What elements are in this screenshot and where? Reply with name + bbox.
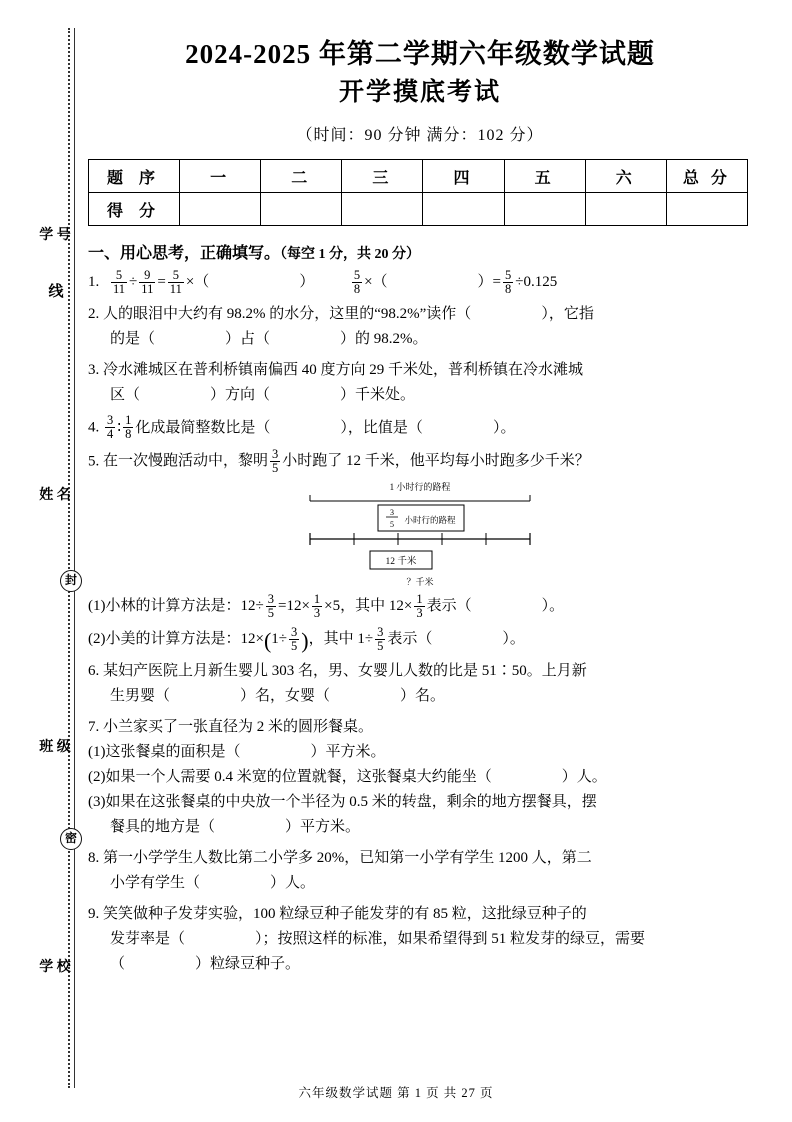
question-3 (88, 358, 752, 408)
question-5-line-1: 在一次慢跑活动中，黎明 $\frac{3}{5}$ 小时跑了 12 千米，他平均每小时跑多少千米？ (103, 446, 590, 475)
question-5-sub-1 (88, 593, 752, 620)
question-3-line-1: 冷水滩城区在普利桥镇南偏西 40 度方向 29 千米处，普利桥镇在冷水滩城 (103, 362, 584, 379)
question-8 (88, 846, 752, 896)
seal-circle-密: 密 (60, 828, 82, 850)
score-cell-6[interactable] (585, 193, 666, 226)
question-5-number: 5. (88, 452, 100, 469)
question-4-number: 4. (88, 419, 100, 436)
exam-meta: （时间：90 分钟 满分：102 分） (296, 127, 544, 144)
question-2-line-2: 的是（ ）占（ ）的 98.2%。 (110, 331, 428, 348)
score-col-6: 六 (585, 160, 666, 193)
score-col-total: 总 分 (666, 160, 747, 193)
question-8-line-2: 小学有学生（ ）人。 (110, 875, 316, 892)
question-9 (88, 902, 752, 977)
diagram-frac-den: 5 (390, 519, 394, 529)
section-1-note: （每空 1 分，共 20 分） (280, 247, 421, 262)
question-9-number: 9. (88, 906, 100, 923)
score-row-label-2: 得 分 (89, 193, 180, 226)
score-col-5: 五 (504, 160, 585, 193)
diagram-frac-num: 3 (390, 507, 394, 517)
question-1-body: $\frac{5}{11}$ ÷ $\frac{9}{11}$ = $\frac{5}{11}$ ×（ ） $\frac{5}{8}$ ×（ ）= $\frac{5}{8}$ ÷0.125 (113, 268, 558, 297)
margin-label-student-id: 学 号 (39, 228, 71, 243)
page-subtitle: 开学摸底考试 (338, 79, 501, 106)
question-6-line-2: 生男婴（ ）名，女婴（ ）名。 (110, 688, 446, 705)
question-8-line-1: 第一小学学生人数比第二小学多 20%，已知第一小学有学生 1200 人，第二 (103, 850, 592, 867)
score-col-3: 三 (342, 160, 423, 193)
page-footer (0, 1082, 792, 1102)
score-col-4: 四 (423, 160, 504, 193)
section-1-heading (88, 240, 752, 263)
question-6-line-1: 某妇产医院上月新生婴儿 303 名，男、女婴儿人数的比是 51∶50。上月新 (103, 663, 587, 680)
question-6 (88, 659, 752, 709)
score-cell-total[interactable] (666, 193, 747, 226)
question-5 (88, 448, 752, 475)
question-7-sub-3: (3)如果在这张餐桌的中央放一个半径为 0.5 米的转盘，剩余的地方摆餐具，摆 (88, 794, 597, 811)
seal-char-line: 线 (48, 284, 64, 300)
footer-text: 六年级数学试题 第 1 页 共 27 页 (298, 1086, 494, 1100)
margin-label-name: 姓 名 (39, 488, 71, 503)
question-2-line-1: 人的眼泪中大约有 98.2% 的水分，这里的“98.2%”读作（ ），它指 (103, 306, 594, 323)
question-7-sub-3-cont: 餐具的地方是（ ）平方米。 (110, 819, 361, 836)
question-6-number: 6. (88, 663, 100, 680)
question-7 (88, 715, 752, 840)
score-cell-3[interactable] (342, 193, 423, 226)
question-5-sub-2-text: (2)小美的计算方法是：12×(1÷ $\frac{3}{5}$ )，其中 1÷ $\frac{3}{5}$ 表示（ ）。 (88, 625, 525, 654)
margin-label-class: 班 级 (39, 740, 71, 755)
question-1 (88, 269, 752, 296)
question-8-number: 8. (88, 850, 100, 867)
score-table (88, 159, 748, 226)
diagram-value-label: 12 千米 (385, 556, 417, 567)
score-cell-2[interactable] (261, 193, 342, 226)
diagram-top-label: 1 小时行的路程 (389, 481, 451, 492)
question-5-sub-2 (88, 626, 752, 653)
score-row-label-1: 题 序 (89, 160, 180, 193)
question-7-number: 7. (88, 719, 100, 736)
question-1-number: 1. (88, 274, 100, 291)
exam-sheet (88, 34, 752, 977)
solid-seal-line (74, 28, 75, 1088)
question-7-sub-2: (2)如果一个人需要 0.4 米宽的位置就餐，这张餐桌大约能坐（ ）人。 (88, 769, 607, 786)
question-9-line-2: 发芽率是（ ）；按照这样的标准，如果希望得到 51 粒发芽的绿豆，需要 (110, 931, 646, 948)
question-3-line-2: 区（ ）方向（ ）千米处。 (110, 387, 416, 404)
question-4-body: $\frac{3}{4}$ ∶ $\frac{1}{8}$ 化成最简整数比是（ ），比值是（ ）。 (107, 413, 516, 442)
question-5-diagram (88, 479, 752, 591)
diagram-question-label: ？千米 (406, 576, 434, 587)
question-4 (88, 414, 752, 441)
section-1-title: 一、用心思考，正确填写。 (88, 245, 281, 262)
score-col-2: 二 (261, 160, 342, 193)
question-2 (88, 302, 752, 352)
score-cell-5[interactable] (504, 193, 585, 226)
question-2-number: 2. (88, 306, 100, 323)
score-cell-1[interactable] (180, 193, 261, 226)
score-cell-4[interactable] (423, 193, 504, 226)
question-9-line-3: （ ）粒绿豆种子。 (110, 956, 301, 973)
question-5-sub-1-text: (1)小林的计算方法是：12÷ $\frac{3}{5}$ =12× $\frac{1}{3}$ ×5，其中 12× $\frac{1}{3}$ 表示（ ）。 (88, 591, 565, 620)
segment-diagram-svg (270, 479, 570, 591)
score-table-value-row (89, 193, 748, 226)
question-3-number: 3. (88, 362, 100, 379)
question-9-line-1: 笑笑做种子发芽实验，100 粒绿豆种子能发芽的有 85 粒，这批绿豆种子的 (103, 906, 587, 923)
score-col-1: 一 (180, 160, 261, 193)
question-7-line-1: 小兰家买了一张直径为 2 米的圆形餐桌。 (103, 719, 374, 736)
seal-circle-封: 封 (60, 570, 82, 592)
score-table-header-row (89, 160, 748, 193)
page-title: 2024-2025 年第二学期六年级数学试题 (185, 39, 655, 69)
margin-label-school: 学 校 (39, 960, 71, 975)
question-7-sub-1: (1)这张餐桌的面积是（ ）平方米。 (88, 744, 386, 761)
dotted-seal-line (68, 28, 70, 1088)
diagram-mid-label: 小时行的路程 (404, 514, 456, 525)
